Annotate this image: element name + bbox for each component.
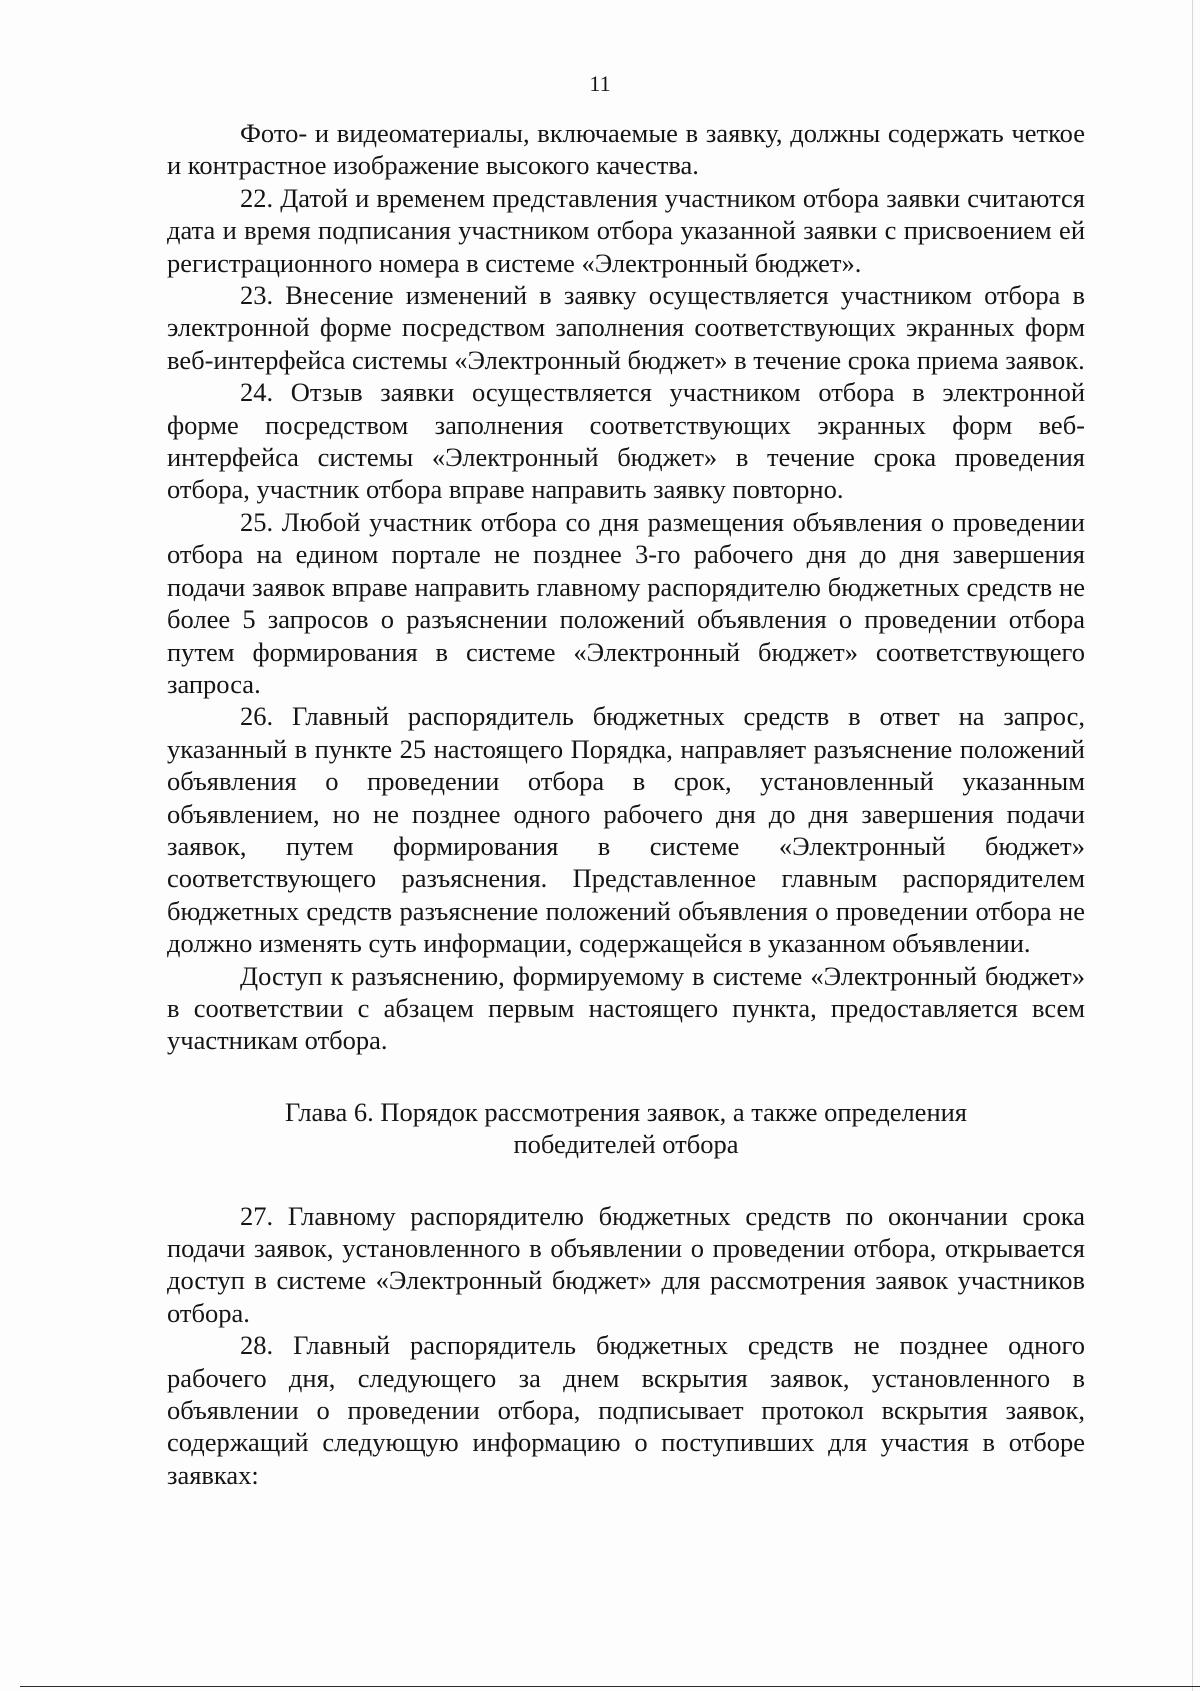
scan-bottom-line: [20, 1686, 1200, 1687]
paragraph-access: Доступ к разъяснению, формируемому в системе «Электронный бюджет» в соответствии с абзацем первым настоящего пункта, предоставляется всем участникам отбора.: [167, 960, 1085, 1056]
chapter-heading: [167, 1096, 1085, 1161]
paragraph-23: 23. Внесение изменений в заявку осуществляется участником отбора в электронной форме посредством заполнения соответствующих экранных форм веб-интерфейса системы «Электронный бюджет» в течение срока приема заявок.: [167, 280, 1085, 375]
paragraph-photo-video: Фото- и видеоматериалы, включаемые в заявку, должны содержать четкое и контрастное изображение высокого качества.: [167, 118, 1085, 181]
paragraph-25: 25. Любой участник отбора со дня размещения объявления о проведении отбора на едином портале не позднее 3-го рабочего дня до дня завершения подачи заявок вправе направить главному распорядителю бюджетных средств не более 5 запросов о разъяснении положений объявления о проведении отбора путем формирования в системе «Электронный бюджет» соответствующего запроса.: [167, 506, 1085, 699]
document-body: [167, 117, 1085, 1491]
paragraph-24: 24. Отзыв заявки осуществляется участником отбора в электронной форме посредством заполнения соответствующих экранных форм веб-интерфейса системы «Электронный бюджет» в течение срока проведения отбора, участник отбора вправе направить заявку повторно.: [167, 377, 1085, 505]
paragraph-22: 22. Датой и временем представления участником отбора заявки считаются дата и время подписания участником отбора указанной заявки с присвоением ей регистрационного номера в системе «Электронный бюджет».: [167, 182, 1085, 278]
paragraph-26: 26. Главный распорядитель бюджетных средств в ответ на запрос, указанный в пункте 25 настоящего Порядка, направляет разъяснение положений объявления о проведении отбора в срок, установленный указанным объявлением, но не позднее одного рабочего дня до дня завершения подачи заявок, путем формирования в системе «Электронный бюджет» соответствующего разъяснения. Представленное главным распорядителем бюджетных средств разъяснение положений объявления о проведении отбора не должно изменять суть информации, содержащейся в указанном объявлении.: [167, 701, 1085, 959]
page-number: 11: [589, 71, 611, 96]
scan-edge-line: [1192, 0, 1193, 1691]
paragraph-27: 27. Главному распорядителю бюджетных средств по окончании срока подачи заявок, установленного в объявлении о проведении отбора, открывается доступ в системе «Электронный бюджет» для рассмотрения заявок участников отбора.: [167, 1200, 1085, 1328]
chapter-title-line-1: Глава 6. Порядок рассмотрения заявок, а также определения: [285, 1096, 967, 1127]
chapter-title-line-2: победителей отбора: [513, 1129, 739, 1160]
paragraph-28: 28. Главный распорядитель бюджетных средств не позднее одного рабочего дня, следующего за днем вскрытия заявок, установленного в объявлении о проведении отбора, подписывает протокол вскрытия заявок, содержащий следующую информацию о поступивших для участия в отборе заявках:: [167, 1330, 1085, 1490]
